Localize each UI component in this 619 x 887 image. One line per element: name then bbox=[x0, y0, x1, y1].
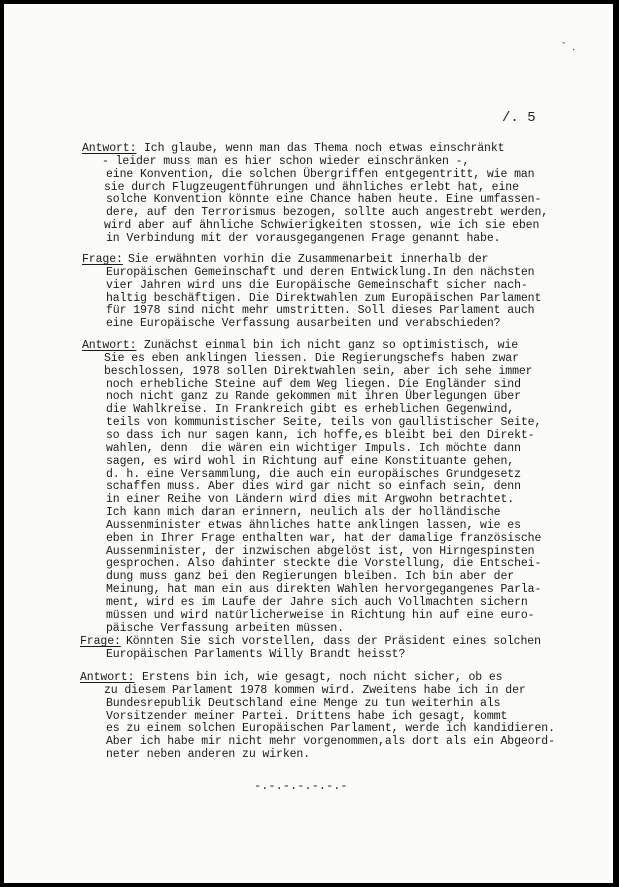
text-line: Sie es eben anklingen liessen. Die Regierungschefs haben zwar bbox=[104, 351, 519, 365]
text-line: vier Jahren wird uns die Europäische Gemeinschaft sicher nach- bbox=[106, 278, 528, 292]
text-line: noch erhebliche Steine auf dem Weg liegen. Die Engländer sind bbox=[106, 377, 521, 391]
text-line: Ich glaube, wenn man das Thema noch etwas einschränkt bbox=[144, 142, 505, 155]
text-line: Vorsitzender meiner Partei. Drittens habe ich gesagt, kommt bbox=[106, 709, 508, 723]
text-line: die Wahlkreise. In Frankreich gibt es erheblichen Gegenwind, bbox=[106, 403, 515, 417]
speaker-label: Frage: bbox=[82, 253, 123, 266]
text-line: sie durch Flugzeugentführungen und ähnliches erlebt hat, eine bbox=[104, 180, 519, 194]
text-line: Bundesrepublik Deutschland eine Menge zu tun weiterhin als bbox=[106, 696, 501, 710]
text-line: zu diesem Parlament 1978 kommen wird. Zweitens habe ich in der bbox=[104, 683, 526, 697]
text-line: Erstens bin ich, wie gesagt, noch nicht sicher, ob es bbox=[142, 671, 503, 684]
text-line: solche Konvention könnte eine Chance haben heute. Eine umfassen- bbox=[106, 193, 542, 207]
document-sheet bbox=[4, 4, 613, 883]
text-line: so dass ich nur sagen kann, ich hoffe,es bleibt bei den Direkt- bbox=[106, 428, 535, 442]
text-line: Europäischen Gemeinschaft und deren Entwicklung.In den nächsten bbox=[106, 265, 535, 279]
text-line: neter neben anderen zu wirken. bbox=[106, 748, 311, 762]
text-line: müssen und wird natürlicherweise in Richtung hin auf eine euro- bbox=[106, 608, 535, 622]
text-line: ment, wird es im Laufe der Jahre sich auch Vollmachten sichern bbox=[106, 596, 528, 609]
text-line: Sie erwähnten vorhin die Zusammenarbeit innerhalb der bbox=[128, 253, 489, 266]
text-line: dung muss ganz bei den Regierungen bleiben. Ich bin aber der bbox=[106, 570, 515, 584]
text-line: in einer Reihe von Ländern wird dies mit Argwohn betrachtet. bbox=[106, 493, 515, 507]
text-line: wahlen, denn die wären ein wichtiger Impuls. Ich möchte dann bbox=[106, 441, 521, 455]
page-number: /. 5 bbox=[502, 110, 536, 126]
text-line: in Verbindung mit der vorausgegangenen Frage genannt habe. bbox=[106, 231, 501, 245]
text-line: gesprochen. Also dahinter steckte die Vorstellung, die Entschei- bbox=[106, 557, 542, 571]
speaker-label: Antwort: bbox=[82, 142, 137, 155]
text-line: Könnten Sie sich vorstellen, dass der Präsident eines solchen bbox=[126, 635, 541, 648]
text-line: Aber ich habe mir nicht mehr vorgenommen,als dort als ein Abgeord- bbox=[106, 735, 555, 749]
text-line: Zunächst einmal bin ich nicht ganz so optimistisch, wie bbox=[144, 339, 519, 352]
speaker-label: Antwort: bbox=[80, 671, 135, 684]
text-line: wird aber auf ähnliche Schwierigkeiten stossen, wie ich sie eben bbox=[104, 219, 540, 233]
text-line: haltig beschäftigen. Die Direktwahlen zum Europäischen Parlament bbox=[106, 291, 542, 305]
speaker-label: Antwort: bbox=[82, 339, 137, 352]
text-line: sagen, es wird wohl in Richtung auf eine Konstituante gehen, bbox=[106, 454, 515, 468]
text-line: noch nicht ganz zu Rande gekommen mit ihren Überlegungen über bbox=[106, 390, 521, 404]
text-line: dere, auf den Terrorismus bezogen, sollte auch angestrebt werden, bbox=[106, 206, 549, 220]
text-line: für 1978 sind nicht mehr umstritten. Soll dieses Parlament auch bbox=[106, 304, 535, 318]
text-line: Ich kann mich daran erinnern, neulich als der holländische bbox=[106, 506, 501, 520]
text-line: es zu einem solchen Europäischen Parlament, werde ich kandidieren. bbox=[106, 722, 555, 736]
ending-mark: -.-.-.-.-.-.- bbox=[254, 779, 348, 793]
text-line: schaffen muss. Aber dies wird gar nicht so einfach sein, denn bbox=[106, 480, 521, 494]
text-line: teils von kommunistischer Seite, teils von gaullistischer Seite, bbox=[106, 416, 542, 430]
text-line: Meinung, hat man ein aus direkten Wahlen hervorgegangenes Parla- bbox=[106, 583, 542, 597]
text-line: eine Konvention, die solchen Übergriffen entgegentritt, wie man bbox=[106, 167, 535, 181]
text-line: Aussenminister etwas ähnliches hatte anklingen lassen, wie es bbox=[106, 518, 521, 532]
text-line: d. h. eine Versammlung, die auch ein europäisches Grundgesetz bbox=[106, 467, 521, 481]
speaker-label: Frage: bbox=[80, 635, 121, 648]
text-line: eben in Ihrer Frage enthalten war, hat der damalige französische bbox=[106, 531, 542, 545]
text-line: - leider muss man es hier schon wieder einschränken -, bbox=[102, 154, 470, 168]
text-line: eine Europäische Verfassung ausarbeiten und verabschieden? bbox=[106, 317, 501, 331]
text-line: Aussenminister, der inzwischen abgelöst ist, von Hirngespinsten bbox=[106, 544, 535, 558]
scan-mark: - . bbox=[558, 36, 580, 55]
text-line: beschlossen, 1978 sollen Direktwahlen sein, aber ich sehe immer bbox=[104, 364, 533, 378]
text-line: päische Verfassung arbeiten müssen. bbox=[106, 621, 345, 635]
text-line: Europäischen Parlaments Willy Brandt heisst? bbox=[106, 647, 406, 661]
